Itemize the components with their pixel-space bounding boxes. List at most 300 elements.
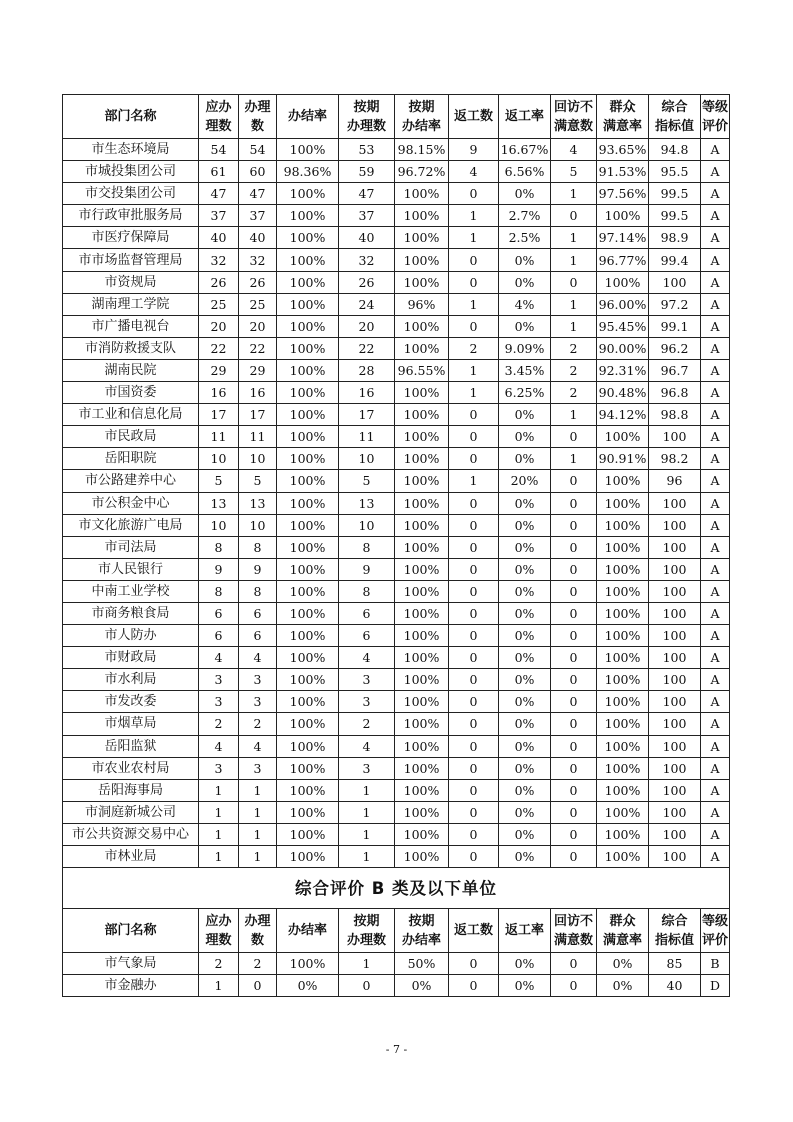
table-cell: 1 <box>199 801 239 823</box>
table-cell: 0 <box>449 801 499 823</box>
table-cell: 3 <box>239 757 277 779</box>
table-cell: 0% <box>499 669 551 691</box>
table-cell: 0% <box>499 558 551 580</box>
table-cell: A <box>701 691 730 713</box>
table-cell: 1 <box>449 205 499 227</box>
department-name-cell: 市资规局 <box>63 271 199 293</box>
table-cell: A <box>701 404 730 426</box>
table-cell: 0% <box>499 691 551 713</box>
table-cell: A <box>701 757 730 779</box>
table-cell: 8 <box>239 580 277 602</box>
department-name-cell: 中南工业学校 <box>63 580 199 602</box>
table-cell: 100 <box>649 823 701 845</box>
table-cell: A <box>701 227 730 249</box>
department-name-cell: 市司法局 <box>63 536 199 558</box>
table-cell: 100% <box>395 249 449 271</box>
table-cell: 100 <box>649 779 701 801</box>
table-cell: A <box>701 735 730 757</box>
header-row <box>63 95 730 139</box>
table-cell: 100% <box>277 713 339 735</box>
table-cell: 100 <box>649 514 701 536</box>
table-cell: A <box>701 536 730 558</box>
table-cell: 100 <box>649 558 701 580</box>
column-header: 办结率 <box>277 909 339 953</box>
table-cell: 10 <box>339 448 395 470</box>
table-cell: 8 <box>199 536 239 558</box>
table-cell: 100% <box>597 426 649 448</box>
table-cell: 0% <box>499 602 551 624</box>
table-cell: 1 <box>449 359 499 381</box>
table-cell: 100% <box>395 801 449 823</box>
table-row <box>63 536 730 558</box>
table-cell: 100% <box>597 647 649 669</box>
table-cell: 1 <box>339 953 395 975</box>
table-cell: 4 <box>199 647 239 669</box>
table-cell: 1 <box>199 846 239 868</box>
table-cell: 6.25% <box>499 382 551 404</box>
table-cell: 0% <box>499 625 551 647</box>
header-row <box>63 909 730 953</box>
table-cell: 2 <box>551 337 597 359</box>
department-name-cell: 市林业局 <box>63 846 199 868</box>
table-cell: 92.31% <box>597 359 649 381</box>
table-cell: 0 <box>449 691 499 713</box>
table-cell: 100% <box>597 846 649 868</box>
table-cell: 17 <box>199 404 239 426</box>
column-header: 办结率 <box>277 95 339 139</box>
table-row <box>63 558 730 580</box>
table-cell: 54 <box>199 139 239 161</box>
table-cell: 47 <box>339 183 395 205</box>
table-cell: 99.1 <box>649 315 701 337</box>
table-cell: 94.8 <box>649 139 701 161</box>
table-cell: 95.5 <box>649 161 701 183</box>
table-cell: 40 <box>239 227 277 249</box>
column-header: 群众 满意率 <box>597 95 649 139</box>
table-cell: 0 <box>551 801 597 823</box>
table-cell: B <box>701 953 730 975</box>
table-cell: 100% <box>597 558 649 580</box>
table-cell: 0% <box>499 448 551 470</box>
table-cell: 17 <box>339 404 395 426</box>
table-cell: 8 <box>199 580 239 602</box>
table-cell: 0 <box>551 514 597 536</box>
department-name-cell: 岳阳职院 <box>63 448 199 470</box>
table-cell: 0% <box>499 713 551 735</box>
table-cell: A <box>701 823 730 845</box>
table-cell: 100% <box>597 205 649 227</box>
table-cell: 100% <box>277 470 339 492</box>
table-cell: 5 <box>551 161 597 183</box>
table-cell: 98.36% <box>277 161 339 183</box>
column-header: 回访不 满意数 <box>551 95 597 139</box>
table-cell: 6 <box>199 602 239 624</box>
table-cell: 100 <box>649 536 701 558</box>
table-cell: 100% <box>277 448 339 470</box>
table-cell: 0 <box>551 470 597 492</box>
table-cell: 100% <box>597 625 649 647</box>
table-cell: A <box>701 492 730 514</box>
table-cell: 22 <box>239 337 277 359</box>
table-cell: 0 <box>449 823 499 845</box>
table-cell: 0 <box>551 691 597 713</box>
table-cell: 9 <box>239 558 277 580</box>
table-row <box>63 801 730 823</box>
department-name-cell: 岳阳监狱 <box>63 735 199 757</box>
column-header: 部门名称 <box>63 95 199 139</box>
department-name-cell: 市公共资源交易中心 <box>63 823 199 845</box>
table-cell: 25 <box>199 293 239 315</box>
table-cell: 0 <box>239 975 277 997</box>
table-cell: 37 <box>239 205 277 227</box>
department-name-cell: 市广播电视台 <box>63 315 199 337</box>
table-row <box>63 271 730 293</box>
table-cell: 3 <box>339 757 395 779</box>
department-name-cell: 市工业和信息化局 <box>63 404 199 426</box>
table-cell: 100% <box>395 448 449 470</box>
table-cell: 40 <box>339 227 395 249</box>
table-cell: 0 <box>449 647 499 669</box>
table-cell: 100% <box>597 536 649 558</box>
table-cell: A <box>701 602 730 624</box>
table-cell: A <box>701 779 730 801</box>
table-cell: 20 <box>199 315 239 337</box>
table-cell: 100% <box>277 779 339 801</box>
table-cell: 0% <box>499 404 551 426</box>
table-cell: A <box>701 271 730 293</box>
table-cell: 3 <box>199 691 239 713</box>
table-cell: 0% <box>499 846 551 868</box>
table-cell: 0 <box>551 846 597 868</box>
table-cell: 1 <box>199 823 239 845</box>
table-cell: 99.4 <box>649 249 701 271</box>
table-cell: 2.5% <box>499 227 551 249</box>
table-cell: 0 <box>551 271 597 293</box>
department-name-cell: 市气象局 <box>63 953 199 975</box>
table-cell: A <box>701 448 730 470</box>
table-cell: 100 <box>649 735 701 757</box>
table-cell: 32 <box>199 249 239 271</box>
table-cell: 100% <box>277 735 339 757</box>
table-cell: 96 <box>649 470 701 492</box>
table-cell: 100 <box>649 669 701 691</box>
table-cell: 100% <box>395 271 449 293</box>
table-cell: 0% <box>499 779 551 801</box>
table-cell: 96.2 <box>649 337 701 359</box>
table-cell: 0 <box>449 315 499 337</box>
table-cell: 100% <box>277 757 339 779</box>
table-row <box>63 426 730 448</box>
table-cell: 100% <box>395 669 449 691</box>
table-row <box>63 249 730 271</box>
table-cell: 100% <box>395 602 449 624</box>
table-cell: A <box>701 426 730 448</box>
table-cell: A <box>701 470 730 492</box>
table-cell: 2 <box>339 713 395 735</box>
table-cell: 2 <box>551 359 597 381</box>
table-cell: 0 <box>449 713 499 735</box>
table-cell: 100 <box>649 602 701 624</box>
table-cell: 90.48% <box>597 382 649 404</box>
table-cell: 90.00% <box>597 337 649 359</box>
table-cell: 96.8 <box>649 382 701 404</box>
table-cell: 0 <box>449 249 499 271</box>
table-cell: 100% <box>597 492 649 514</box>
table-cell: 0 <box>449 183 499 205</box>
table-cell: 40 <box>199 227 239 249</box>
table-cell: 6 <box>339 602 395 624</box>
table-row <box>63 382 730 404</box>
table-cell: 1 <box>449 382 499 404</box>
table-row <box>63 315 730 337</box>
department-name-cell: 岳阳海事局 <box>63 779 199 801</box>
table-cell: 13 <box>199 492 239 514</box>
table-cell: 32 <box>339 249 395 271</box>
table-row <box>63 580 730 602</box>
column-header: 办理 数 <box>239 909 277 953</box>
table-cell: 9 <box>449 139 499 161</box>
table-cell: 100% <box>395 470 449 492</box>
column-header: 返工数 <box>449 909 499 953</box>
table-cell: 5 <box>239 470 277 492</box>
table-cell: 93.65% <box>597 139 649 161</box>
table-cell: 94.12% <box>597 404 649 426</box>
table-cell: 100 <box>649 713 701 735</box>
table-cell: 1 <box>239 823 277 845</box>
table-cell: 100% <box>597 779 649 801</box>
column-header: 按期 办理数 <box>339 909 395 953</box>
table-cell: 16 <box>199 382 239 404</box>
table-cell: 100% <box>597 801 649 823</box>
table-cell: 100% <box>597 757 649 779</box>
table-cell: 0 <box>449 492 499 514</box>
table-cell: 0% <box>499 249 551 271</box>
table-cell: 100% <box>395 735 449 757</box>
table-cell: 100% <box>277 249 339 271</box>
table-cell: 4 <box>339 735 395 757</box>
table-cell: 0 <box>449 404 499 426</box>
table-cell: 98.9 <box>649 227 701 249</box>
table-cell: 1 <box>199 975 239 997</box>
table-cell: 9 <box>339 558 395 580</box>
table-cell: 97.56% <box>597 183 649 205</box>
table-cell: 100 <box>649 647 701 669</box>
table-cell: A <box>701 382 730 404</box>
table-cell: 0 <box>551 779 597 801</box>
table-cell: A <box>701 625 730 647</box>
table-cell: 98.2 <box>649 448 701 470</box>
table-cell: 98.8 <box>649 404 701 426</box>
table-row <box>63 625 730 647</box>
table-cell: 20 <box>339 315 395 337</box>
table-cell: 0% <box>499 801 551 823</box>
table-cell: 100% <box>597 735 649 757</box>
column-header: 群众 满意率 <box>597 909 649 953</box>
table-cell: 0 <box>449 580 499 602</box>
column-header: 综合 指标值 <box>649 909 701 953</box>
table-cell: 29 <box>239 359 277 381</box>
table-cell: 0% <box>499 580 551 602</box>
table-cell: 1 <box>339 779 395 801</box>
table-cell: 20 <box>239 315 277 337</box>
table-cell: 0 <box>449 757 499 779</box>
table-cell: 90.91% <box>597 448 649 470</box>
table-cell: 100% <box>597 470 649 492</box>
department-name-cell: 市市场监督管理局 <box>63 249 199 271</box>
table-cell: A <box>701 293 730 315</box>
table-cell: 9.09% <box>499 337 551 359</box>
table-cell: 100% <box>395 580 449 602</box>
table-cell: 10 <box>239 448 277 470</box>
department-name-cell: 市烟草局 <box>63 713 199 735</box>
table-cell: 1 <box>551 293 597 315</box>
table-cell: A <box>701 713 730 735</box>
table-cell: 97.2 <box>649 293 701 315</box>
table-cell: 4 <box>239 647 277 669</box>
table-cell: 4 <box>239 735 277 757</box>
table-cell: 13 <box>339 492 395 514</box>
table-cell: 100% <box>277 625 339 647</box>
table-cell: 100% <box>395 426 449 448</box>
table-cell: A <box>701 669 730 691</box>
table-cell: 0% <box>277 975 339 997</box>
table-row <box>63 647 730 669</box>
table-row <box>63 205 730 227</box>
department-name-cell: 市农业农村局 <box>63 757 199 779</box>
section-title-row <box>63 868 730 909</box>
table-cell: 100% <box>277 669 339 691</box>
table-cell: 0% <box>499 757 551 779</box>
table-row <box>63 757 730 779</box>
table-cell: 100% <box>277 271 339 293</box>
table-cell: 0 <box>449 779 499 801</box>
table-cell: 3 <box>199 757 239 779</box>
table-cell: 0% <box>499 735 551 757</box>
department-name-cell: 市商务粮食局 <box>63 602 199 624</box>
table-cell: 5 <box>339 470 395 492</box>
table-cell: 0 <box>449 426 499 448</box>
table-cell: 100% <box>395 337 449 359</box>
table-cell: 0 <box>449 846 499 868</box>
table-cell: 3 <box>199 669 239 691</box>
table-cell: 0% <box>499 315 551 337</box>
department-name-cell: 湖南理工学院 <box>63 293 199 315</box>
table-cell: 100% <box>597 514 649 536</box>
table-cell: 0% <box>499 183 551 205</box>
table-cell: 96% <box>395 293 449 315</box>
table-cell: 100% <box>277 580 339 602</box>
table-cell: 100% <box>395 315 449 337</box>
table-cell: A <box>701 801 730 823</box>
table-cell: A <box>701 139 730 161</box>
table-cell: 60 <box>239 161 277 183</box>
table-cell: 100% <box>277 846 339 868</box>
table-cell: 0 <box>449 975 499 997</box>
table-cell: 100% <box>395 205 449 227</box>
column-header: 返工率 <box>499 909 551 953</box>
table-row <box>63 161 730 183</box>
table-cell: 100% <box>395 846 449 868</box>
table-cell: 1 <box>239 801 277 823</box>
table-cell: 100% <box>395 492 449 514</box>
department-name-cell: 市民政局 <box>63 426 199 448</box>
page-number: - 7 - <box>385 1043 408 1056</box>
table-cell: A <box>701 337 730 359</box>
table-cell: 100 <box>649 426 701 448</box>
table-cell: 1 <box>199 779 239 801</box>
table-cell: 97.14% <box>597 227 649 249</box>
table-cell: 17 <box>239 404 277 426</box>
table-row <box>63 602 730 624</box>
department-name-cell: 湖南民院 <box>63 359 199 381</box>
table-cell: 29 <box>199 359 239 381</box>
table-row <box>63 492 730 514</box>
table-cell: 0 <box>449 602 499 624</box>
table-cell: 2 <box>199 713 239 735</box>
table-row <box>63 779 730 801</box>
table-cell: 40 <box>649 975 701 997</box>
table-cell: 1 <box>239 846 277 868</box>
table-cell: 25 <box>239 293 277 315</box>
table-cell: 100% <box>597 669 649 691</box>
table-cell: 20% <box>499 470 551 492</box>
table-cell: 100% <box>395 514 449 536</box>
table-row <box>63 713 730 735</box>
table-cell: 22 <box>199 337 239 359</box>
table-cell: 100% <box>277 801 339 823</box>
table-cell: 24 <box>339 293 395 315</box>
table-cell: 0% <box>499 953 551 975</box>
table-cell: A <box>701 580 730 602</box>
table-cell: 0% <box>395 975 449 997</box>
department-name-cell: 市城投集团公司 <box>63 161 199 183</box>
table-cell: 0 <box>551 625 597 647</box>
table-cell: 0 <box>551 602 597 624</box>
table-cell: 1 <box>551 249 597 271</box>
table-cell: 9 <box>199 558 239 580</box>
table-cell: 4 <box>449 161 499 183</box>
table-cell: 0 <box>449 514 499 536</box>
column-header: 等级 评价 <box>701 909 730 953</box>
table-row <box>63 735 730 757</box>
table-cell: 1 <box>551 227 597 249</box>
table-cell: 100% <box>395 558 449 580</box>
table-row <box>63 691 730 713</box>
table-cell: A <box>701 647 730 669</box>
column-header: 按期 办理数 <box>339 95 395 139</box>
department-name-cell: 市人民银行 <box>63 558 199 580</box>
table-cell: 10 <box>199 448 239 470</box>
table-cell: 2 <box>199 953 239 975</box>
table-row <box>63 669 730 691</box>
table-cell: 6 <box>239 625 277 647</box>
table-cell: 0 <box>551 953 597 975</box>
table-cell: 0% <box>499 426 551 448</box>
table-cell: 100% <box>395 183 449 205</box>
table-row <box>63 139 730 161</box>
table-cell: A <box>701 249 730 271</box>
table-row <box>63 823 730 845</box>
department-name-cell: 市金融办 <box>63 975 199 997</box>
table-cell: 100% <box>395 713 449 735</box>
evaluation-table <box>62 94 730 997</box>
table-cell: 100% <box>277 315 339 337</box>
column-header: 应办 理数 <box>199 909 239 953</box>
table-cell: 0% <box>499 271 551 293</box>
table-cell: 0 <box>449 953 499 975</box>
table-cell: 1 <box>339 801 395 823</box>
department-name-cell: 市水利局 <box>63 669 199 691</box>
